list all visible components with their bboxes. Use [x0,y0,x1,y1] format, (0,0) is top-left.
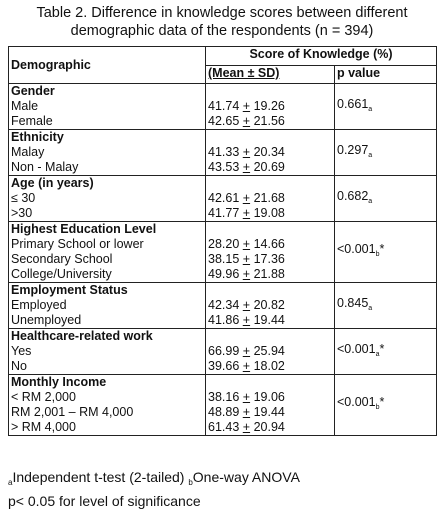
table-row [9,283,437,329]
demographic-cell [9,84,206,130]
table-row [9,329,437,375]
category-label: No [11,359,27,373]
category-label: Secondary School [11,252,113,266]
group-heading: Healthcare-related work [11,329,153,343]
knowledge-scores-table [8,46,437,436]
title-line-2: demographic data of the respondents (n = 394) [70,23,374,39]
p-value: $0.661_a$ [337,96,373,113]
category-label: Non - Malay [11,160,79,174]
footnote-tests: $_a$Independent t-test (2-tailed) $_b$One-way ANOVA [8,469,300,487]
table-row [9,176,437,222]
table-footnotes [8,468,300,511]
mean-sd-value: 42.65 + 21.56 [208,114,285,128]
mean-sd-value: 41.33 + 20.34 [208,145,285,159]
mean-sd-value: 61.43 + 20.94 [208,420,285,434]
table-row [9,375,437,436]
p-value-cell [335,329,437,375]
p-value-cell [335,84,437,130]
title-line-1: Table 2. Difference in knowledge scores between different [36,5,408,21]
score-cell [206,375,335,436]
p-value-cell [335,176,437,222]
mean-sd-value: 41.86 + 19.44 [208,313,285,327]
group-heading: Employment Status [11,283,128,297]
category-label: Primary School or lower [11,237,144,251]
mean-sd-value: 41.77 + 19.08 [208,206,285,220]
table-row [9,222,437,283]
group-heading: Highest Education Level [11,222,157,236]
p-value-cell [335,283,437,329]
group-heading: Gender [11,84,55,98]
footnote-significance: p< 0.05 for level of significance [8,493,201,509]
category-label: < RM 2,000 [11,390,76,404]
p-value-cell [335,375,437,436]
category-label: Malay [11,145,45,159]
p-value: $0.297_a$ [337,142,373,159]
mean-sd-value: 38.16 + 19.06 [208,390,285,404]
p-value: $<0.001_b*$ [337,242,385,258]
table-title [0,4,444,40]
demographic-cell [9,130,206,176]
demographic-cell [9,222,206,283]
demographic-cell [9,283,206,329]
demographic-cell [9,375,206,436]
mean-sd-value: 43.53 + 20.69 [208,160,285,174]
header-mean-sd: (Mean ± SD) [206,66,335,84]
score-cell [206,222,335,283]
group-heading: Age (in years) [11,176,94,190]
p-value: $<0.001_a*$ [337,341,385,358]
header-score: Score of Knowledge (%) [206,47,437,66]
category-label: Female [11,114,53,128]
table-row [9,130,437,176]
mean-sd-value: 39.66 + 18.02 [208,359,285,373]
category-label: Unemployed [11,313,82,327]
mean-sd-value: 48.89 + 19.44 [208,405,285,419]
category-label: RM 2,001 – RM 4,000 [11,405,134,419]
category-label: Yes [11,344,32,358]
category-label: > RM 4,000 [11,420,76,434]
demographic-cell [9,329,206,375]
mean-sd-value: 41.74 + 19.26 [208,99,285,113]
mean-sd-value: 42.34 + 20.82 [208,298,285,312]
category-label: College/University [11,267,112,281]
p-value-cell [335,130,437,176]
category-label: ≤ 30 [11,191,36,205]
category-label: >30 [11,206,33,220]
p-value-cell [335,222,437,283]
group-heading: Monthly Income [11,375,107,389]
demographic-cell [9,176,206,222]
table-body [9,84,437,436]
group-heading: Ethnicity [11,130,64,144]
header-row [9,47,437,66]
category-label: Male [11,99,39,113]
mean-sd-value: 66.99 + 25.94 [208,344,285,358]
mean-sd-value: 38.15 + 17.36 [208,252,285,266]
mean-sd-value: 42.61 + 21.68 [208,191,285,205]
header-p-value: p value [335,66,437,84]
mean-sd-value: 28.20 + 14.66 [208,237,285,251]
category-label: Employed [11,298,67,312]
score-cell [206,176,335,222]
table-row [9,84,437,130]
header-demographic: Demographic [9,47,206,84]
score-cell [206,283,335,329]
p-value: $0.682_a$ [337,188,373,205]
p-value: $0.845_a$ [337,295,373,312]
score-cell [206,84,335,130]
score-cell [206,329,335,375]
p-value: $<0.001_b*$ [337,395,385,411]
mean-sd-value: 49.96 + 21.88 [208,267,285,281]
score-cell [206,130,335,176]
